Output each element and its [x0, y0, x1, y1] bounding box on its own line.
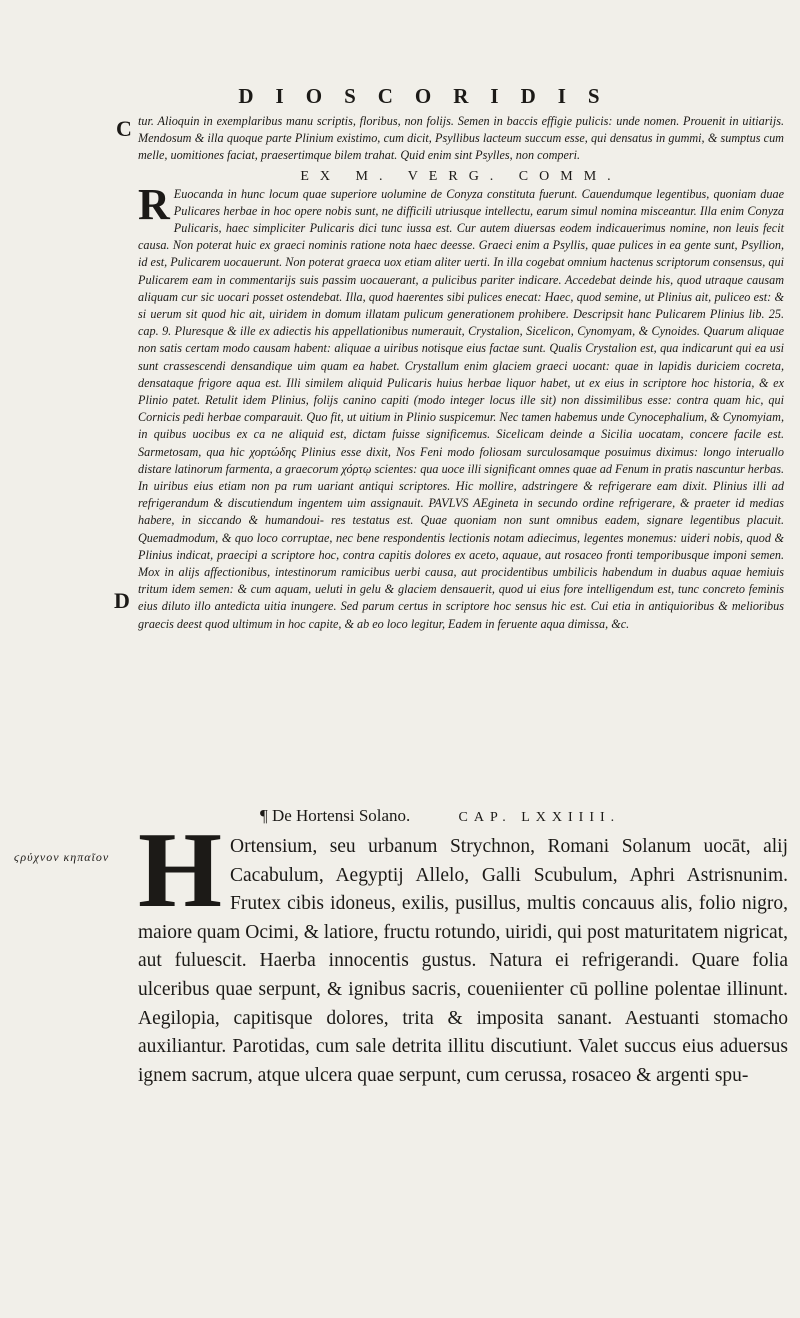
margin-letter-d: D — [114, 588, 130, 613]
paragraph-mark-icon: ¶ — [260, 806, 268, 825]
chapter-number: CAP. LXXIIII. — [458, 810, 621, 825]
chapter-block — [138, 805, 788, 1090]
chapter-title: De Hortensi Solano. — [271, 806, 411, 825]
dropcap-h: H — [138, 811, 223, 930]
section-heading: EX M. VERG. COMM. — [300, 168, 622, 184]
chapter-body-text: Ortensium, seu urbanum Strychnon, Romani Solanum uocāt, alij Cacabulum, Aegyptij Allelo, Galli Scubulum, Aphri Astrisnunim. Frutex cibis idoneus, exilis, pusillus, multis concauus alis, folio nigro, maiore quam Ocimi, & latiore, fructu rotundo, uiridi, qui post maturitatem nigricat, aut fuluescit. Haerba innocentis gustus. Natura ei refrigerandi. Quare folia ulceribus quae serpunt, & ignibus sacris, coueniienter cū polline polentae illinunt. Aegilopia, capitisque dolores, trita & imposita sanant. Aestuanti stomacho auxiliantur. Parotidas, cum sale detrita illitu discutiunt. Valet succus eius aduersus ignem sacrum, atque ulcera quae serpunt, cum cerussa, rosaceo & argenti spu- — [138, 836, 788, 1086]
commentary-opening: tur. Alioquin in exemplaribus manu scriptis, floribus, non folijs. Semen in baccis effigie pulicis: unde nomen. Prouenit in uitiarijs. Mendosum & illa quoque parte Plinium existimo, cum dicit, Psyllibus lacteum succum esse, qui densatus in gummi, & sumptus cum melle, uomitiones faciat, praesertimque bilem trahat. Quid enim sint Psylles, non comperi. — [138, 114, 784, 163]
commentary-body-text: Euocanda in hunc locum quae superiore uolumine de Conyza constituta fuerunt. Cauendumque legentibus, quoniam duae Pulicares herbae in hoc opere nobis sunt, ne difficili utriusque intellectu, earum simul nomina misceantur. Illa enim Conyza Pulicaris, haec simpliciter Pulicaris dici tunc iussa est. Cur autem diuersas eodem indicauerimus nomine, non leuis fecit causa. Non poterat huic ex graeci nominis ratione nota haec deesse. Graeci enim a Psyllis, quae pulices in ea gente sunt, Psyllion, id est, Pulicarem uocauerunt. Non poterat graeca uox etiam aliter uerti. In illa cogebat omnium hactenus scriptorum consensus, qui Pulicarem eam in commentarijs suis passim uocauerant, a pulicibus pariter indicare. Accedebat deinde his, quod utraque causam aliquam cur sic uocari posset ostendebat. Illa, quod haerentes sibi pulices enecat: Haec, quod semine, ut Plinius ait, puliceo est: & si uerum sit quod hic ait, uiridem in domum illatam pulicum generationem prohibere. Descripsit hanc Pulicarem Plinius lib. 25. cap. 9. Pluresque & ille ex adiectis his appellationibus numerauit, Crystalion, Sicelicon, Cynomyam, & Cynoides. Quarum aliquae non satis certam modo causam habent: aliquae a uiribus notisque eius factae sunt. Qualis Crystalion est, qua indicarunt qui ea usi sunt crassescendi densandique uim quam ea habet. Crystallum enim glaciem graeci uocant: quae in lapidis duriciem cocreta, densataque frigore aqua est. Illi similem aliquid Pulicaris huius herbae liquor habet, ut ex eius in scriptore hoc historia, & ex Plinio patet. Retulit idem Plinius, folijs canino capiti (modo integer locus ille sit) non dissimilibus esse: contra quam hic, qui Cornicis pedi herbae comparauit. Quo fit, ut uitium in Plinio suspicemur. Nec tamen habemus unde Cynocephalium, & Cynomyiam, in quibus uocibus ex ca ne aliquid est, dictam fuisse significemus. Sicelicam deinde a Sicilia uocatam, concere facile est. Sarmetosam, qua hic χορτώδης Plinius esse dixit, Nos Feni modo foliosam surculosamque posuimus diximus: longo interuallo distare latinorum farmenta, a graecorum χόρτῳ scientes: qua uoce illi significant omnes quae ad Fenum in pratis nascuntur herbas. In uiribus eius etiam non pa rum uariant antiqui scriptores. Hic mollire, adstringere & refrigerare eam dixit. Plinius illi ad refrigerandum & discutiendum ingentem uim assignauit. PAVLVS AEgineta in secundo ordine refrigerare, & praeter id medias habere, in siccando & humandoui- res testatus est. Quae quoniam non sunt omnibus eadem, signare legentibus placuit. Quemadmodum, & quo loco corruptae, nec bene respondentis lectionis notam adiecimus, legentes monemus: uideri nobis, quod & Plinius indicat, praecipi a scriptore hoc, contra capitis dolores ex aceto, aquaue, aut rosaceo fronti temporibusque imponi semen. Mox in alijs affectionibus, intestinorum ramicibus uerbi causa, aut procidentibus umbilicis habendum in duabus aquae hemiuis tritum idem semen: & cum aquam, ueluti in gelu & glaciem densauerit, quod ui eius fore intelligendum est, tunc concreto feminis eius diluto illo antedicta uitia inungere. Sed parum certus in scriptore hoc sensus hic est. Cui etia in antiquioribus & melioribus graecis deest quod ultimum in hoc capite, & ab eo loco legitur, Eadem in feruente aqua dimissa, &c. — [138, 186, 784, 631]
running-title: DIOSCORIDIS — [238, 84, 622, 108]
commentary-body — [138, 179, 784, 633]
dropcap-r: R — [138, 179, 170, 229]
margin-greek-note: ϛρύχνον κηπαῖον — [14, 850, 110, 864]
chapter-heading — [260, 805, 788, 829]
margin-letter-c: C — [116, 116, 132, 141]
commentary-block — [138, 113, 784, 633]
